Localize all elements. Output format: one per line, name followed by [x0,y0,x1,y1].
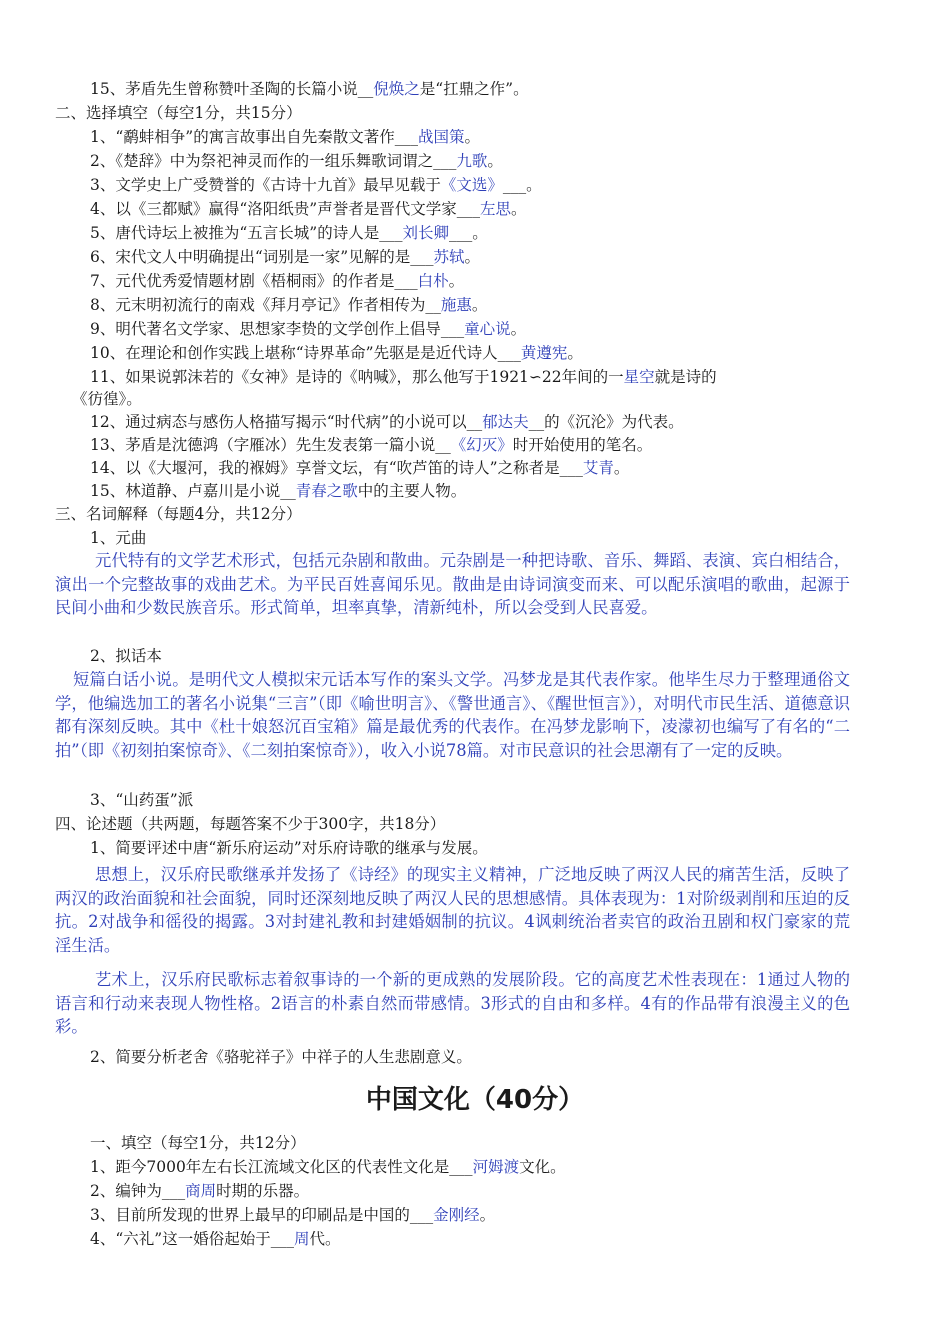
question-text: 。 [464,128,480,146]
s2-item-6 [90,246,480,268]
question-text: 中的主要人物。 [357,482,467,500]
question-text: ___。 [502,176,542,194]
s2-item-2 [90,150,503,172]
question-text: 8、元末明初流行的南戏《拜月亭记》作者相传为__ [90,296,441,314]
question-text: 12、通过病态与感伤人格描写揭示“时代病”的小说可以__ [90,413,483,431]
question-text: 时开始使用的笔名。 [512,436,653,454]
question-text: 1、距今7000年左右长江流域文化区的代表性文化是___ [90,1158,473,1176]
answer-text: 黄遵宪 [520,344,568,362]
question-text: ___。 [448,224,488,242]
question-text: 4、以《三都赋》赢得“洛阳纸贵”声誉者是晋代文学家___ [90,200,480,218]
section-4-title: 四、论述题（共两题，每题答案不少于300字，共18分） [55,815,446,833]
answer-text: 倪焕之 [373,80,420,98]
s3-term-1: 1、元曲 [90,529,147,547]
question-text: 时期的乐器。 [216,1182,310,1200]
question-text: 7、元代优秀爱情题材剧《梧桐雨》的作者是___ [90,272,418,290]
answer-text: 青春之歌 [295,482,358,500]
s3-answer-1: 元代特有的文学艺术形式，包括元杂剧和散曲。元杂剧是一种把诗歌、音乐、舞蹈、表演、宾白相结合，演出一个完整故事的戏曲艺术。为平民百姓喜闻乐见。散曲是由诗词演变而来、可以配乐演唱的歌曲，起源于民间小曲和少数民族音乐。形式简单，坦率真挚，清新纯朴，所以会受到人民喜爱。 [55,551,850,617]
answer-text: 郁达夫 [482,413,529,431]
answer-text: 《幻灭》 [450,436,513,454]
question-text: 15、茅盾先生曾称赞叶圣陶的长篇小说__ [90,80,374,98]
question-text: 1、“鹬蚌相争”的寓言故事出自先秦散文著作___ [90,128,418,146]
answer-text: 商周 [185,1182,217,1200]
s2-item-13 [90,434,652,456]
culture-item-1 [90,1156,566,1178]
s2-item-15 [90,480,466,502]
question-text: 。 [567,344,583,362]
s2-item-14 [90,457,629,479]
culture-item-2 [90,1180,309,1202]
answer-text: 河姆渡 [472,1158,520,1176]
question-text: 9、明代著名文学家、思想家李贽的文学创作上倡导___ [90,320,465,338]
question-text: 。 [471,296,488,314]
question-text: 。 [487,152,503,170]
culture-section-title: 一、填空（每空1分，共12分） [90,1134,306,1152]
section-3-title: 三、名词解释（每题4分，共12分） [55,505,302,523]
answer-text: 《文选》 [440,176,503,194]
question-text: 3、文学史上广受赞誉的《古诗十九首》最早见载于 [90,176,441,194]
culture-heading: 中国文化（40分） [365,1085,585,1115]
answer-text: 九歌 [456,152,488,170]
question-text: 11、如果说郭沫若的《女神》是诗的《呐喊》，那么他写于1921∽22年间的一 [90,368,624,386]
question-text: 文化。 [519,1158,566,1176]
s2-item-11 [90,366,717,388]
s3-answer-2: 短篇白话小说。是明代文人模拟宋元话本写作的案头文学。冯梦龙是其代表作家。他毕生尽力于整理通俗文学，他编选加工的著名小说集“三言”（即《喻世明言》、《警世通言》、《醒世恒言》），对明代市民生活、道德意识都有深刻反映。其中《杜十娘怒沉百宝箱》篇是最优秀的代表作。在冯梦龙影响下，凌濛初也编写了有名的“二拍”（即《初刻拍案惊奇》、《二刻拍案惊奇》），收入小说78篇。对市民意识的社会思潮有了一定的反映。 [55,670,850,760]
question-text: 代。 [309,1230,341,1248]
s2-item-12 [90,411,684,433]
question-text: 5、唐代诗坛上被推为“五言长城”的诗人是___ [90,224,403,242]
s2-item-9 [90,318,526,340]
question-text: 10、在理论和创作实践上堪称“诗界革命”先驱是是近代诗人___ [90,344,521,362]
question-text: 。 [448,272,465,290]
s4-question-2: 2、简要分析老舍《骆驼祥子》中祥子的人生悲剧意义。 [90,1048,472,1066]
answer-text: 苏轼 [433,248,465,266]
question-text: 。 [510,320,527,338]
question-text: 。 [510,200,527,218]
s4-answer-1-para-1: 思想上，汉乐府民歌继承并发扬了《诗经》的现实主义精神，广泛地反映了两汉人民的痛苦生活，反映了两汉的政治面貌和社会面貌，同时还深刻地反映了两汉人民的思想感情。具体表现为：1对阶级剥削和压迫的反抗。2对战争和徭役的揭露。3对封建礼教和封建婚姻制的抗议。4讽刺统治者卖官的政治丑剧和权门豪家的荒淫生活。 [55,865,850,955]
question-text: 。 [464,248,480,266]
answer-text: 左思 [479,200,511,218]
culture-item-3 [90,1204,495,1226]
question-text: 4、“六礼”这一婚俗起始于___ [90,1230,294,1248]
question-text: 。 [613,459,630,477]
s2-item-5 [90,222,488,244]
question-text: 6、宋代文人中明确提出“词别是一家”见解的是___ [90,248,434,266]
question-text: 3、目前所发现的世界上最早的印刷品是中国的___ [90,1206,434,1224]
answer-text: 白朴 [417,272,449,290]
s2-item-4 [90,198,527,220]
answer-text: 周 [293,1230,310,1248]
s2-item-1 [90,126,480,148]
question-text: 15、林道静、卢嘉川是小说__ [90,482,296,500]
answer-text: 金刚经 [433,1206,480,1224]
answer-text: 童心说 [464,320,511,338]
answer-text: 战国策 [417,128,465,146]
top-item-15 [90,78,529,100]
question-text: 2、编钟为___ [90,1182,186,1200]
s2-item-7 [90,270,464,292]
culture-item-4 [90,1228,341,1250]
section-2-title: 二、选择填空（每空1分，共15分） [55,104,302,122]
question-text: 14、以《大堰河，我的褓姆》享誉文坛，有“吹芦笛的诗人”之称者是___ [90,459,583,477]
answer-text: 刘长卿 [402,224,449,242]
s3-term-2: 2、拟话本 [90,647,162,665]
s2-item-3 [90,174,542,196]
s2-item-8 [90,294,487,316]
question-text: 。 [479,1206,496,1224]
question-text: 2、《楚辞》中为祭祀神灵而作的一组乐舞歌词谓之___ [90,152,457,170]
answer-text: 艾青 [582,459,614,477]
s2-item-11-cont: 《彷徨》。 [72,390,142,408]
answer-text: 星空 [623,368,655,386]
s3-term-3: 3、“山药蛋”派 [90,791,194,809]
question-text: __的《沉沦》为代表。 [528,413,684,431]
question-text: 13、茅盾是沈德鸿（字雁冰）先生发表第一篇小说__ [90,436,451,454]
question-text: 就是诗的 [654,368,717,386]
s4-answer-1-para-2: 艺术上，汉乐府民歌标志着叙事诗的一个新的更成熟的发展阶段。它的高度艺术性表现在：1通过人物的语言和行动来表现人物性格。2语言的朴素自然而带感情。3形式的自由和多样。4有的作品带有浪漫主义的色彩。 [55,970,850,1036]
question-text: 是“扛鼎之作”。 [419,80,529,98]
answer-text: 施惠 [440,296,472,314]
s4-question-1: 1、简要评述中唐“新乐府运动”对乐府诗歌的继承与发展。 [90,839,488,857]
s2-item-10 [90,342,583,364]
